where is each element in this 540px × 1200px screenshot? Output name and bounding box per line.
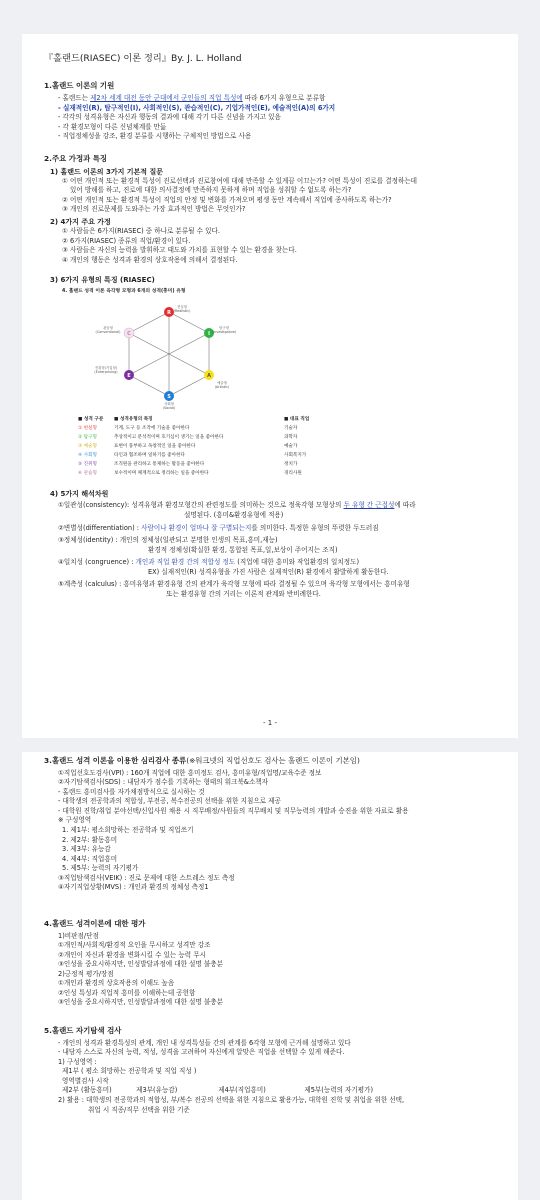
node-e-letter: E (127, 373, 131, 380)
label-r-en: (Realistic) (173, 309, 191, 314)
text: 제2부 (활동흥미) (62, 1086, 112, 1095)
s1-line-5: - 직업정체성을 강조, 환경 분류를 시행하는 구체적인 방법으로 사용 (58, 132, 252, 141)
s2-q1b: 있어 방해를 하고, 진로에 대한 의사결정에 만족하지 못하게 하며 직업을 성취할 수 없도록 하는가? (70, 186, 352, 195)
node-s-letter: S (167, 394, 171, 401)
s3-l8: 2. 제2부: 활동흥미 (62, 835, 118, 844)
label-e-en: (Enterprising) (94, 370, 118, 375)
s3-l13: ④자기직업상황(MVS) : 개인과 환경의 정체성 측정1 (58, 883, 209, 892)
label-c-en: (Conventional) (95, 330, 121, 335)
legend-header-type: ■ 성격 구분 (78, 417, 104, 423)
label-e-name: 진취형(기업형) (94, 366, 118, 371)
d1a (58, 501, 496, 511)
s1-line-2: - 실재적인(R), 탐구적인(I), 사회적인(S), 관습적인(C), 기업가적인(E), 예술적인(A)의 6가지 (58, 103, 336, 112)
label-i-en: (Investigative) (211, 330, 237, 335)
s3-l2: ②자기탐색검사(SDS) : 내담자가 점수를 기록하는 형태의 워크북&소책자 (58, 778, 269, 787)
s1-line-1 (58, 94, 496, 104)
s3-l3: - 홀랜드 흥미검사를 자가채점방식으로 실시하는 것 (58, 787, 205, 796)
d3b: 환경적 정체성(확실한 환경, 통합된 목표,일,보상이 주어지는 조직) (148, 545, 338, 554)
hexagon-svg (74, 300, 274, 410)
label-a-en: (Artistic) (214, 385, 230, 390)
legend-job: 과학자 (284, 435, 298, 441)
legend-row (78, 470, 496, 479)
s5-l1: - 개인의 성격과 환경특성의 관계, 개인 내 성격특성들 간의 관계를 6각형 모형에 근거해 설명하고 있다 (58, 1038, 351, 1047)
legend-job: 경리사원 (284, 471, 302, 477)
s4-l4: ③인성을 중요시하지만, 인성발달과정에 대한 설명 불충분 (58, 960, 223, 969)
node-i-letter: I (208, 331, 210, 338)
document-page-2 (22, 752, 518, 1200)
s4-l3: ②개인이 자신과 환경을 변화시킬 수 있는 능력 무시 (58, 950, 206, 959)
text: (직업에 대한 흥미와 작업환경의 일치정도) (235, 558, 360, 567)
d4a (58, 558, 496, 568)
section-3-heading (44, 756, 496, 767)
text: 에 따라 (394, 501, 416, 510)
riasec-legend-table (78, 416, 496, 479)
s2-q3: ③ 개인의 진로문제를 도와주는 가장 효과적인 방법은 무엇인가? (62, 205, 246, 214)
s3-l7: 1. 제1부: 평소희망하는 전공학과 및 직업쓰기 (62, 826, 194, 835)
s4-l1: 1)비판점/단점 (58, 931, 99, 940)
legend-desc: 기계, 도구 등 조작에 기술을 좋아한다 (114, 426, 190, 432)
text: (※워크넷의 직업선호도 검사는 홀랜드 이론이 기본임) (186, 756, 360, 765)
text: ②변별성(differentiation) : (58, 523, 142, 532)
s3-l11: 5. 제5부: 능력의 자기평가 (62, 864, 139, 873)
s5-l8: 취업 시 직종/직무 선택을 위한 기준 (88, 1105, 190, 1114)
s3-l5: - 대학원 진학/취업 분야선택/신입사원 채용 시 직무배정/사원들의 직무배치 및 직무능력의 개발과 승진을 위한 자료로 활용 (58, 806, 409, 815)
legend-type: ③ 예술형 (78, 444, 97, 450)
section-5-heading: 5.홀랜드 자기탐색 검사 (44, 1025, 122, 1035)
d1b: 설명된다. (흥미&환경유형에 적용) (184, 510, 284, 519)
node-a-letter: A (207, 373, 211, 380)
legend-row (78, 461, 496, 470)
s2-q2: ② 어떤 개인적 또는 환경적 특성이 직업의 안정 및 변화를 가져오며 평생 동안 계속해서 직업에 종사하도록 하는가? (62, 195, 392, 204)
legend-row (78, 452, 496, 461)
legend-row (78, 434, 496, 443)
s5-l3: 1) 구성영역 : (58, 1057, 97, 1066)
s2-sub-2: 2) 4가지 주요 가정 (50, 217, 111, 226)
legend-desc: 추상적이고 분석적이며 호기심이 생기는 일을 좋아한다 (114, 435, 224, 441)
s2-sub-1: 1) 홀랜드 이론의 3가지 기본적 질문 (50, 167, 164, 176)
legend-desc: 표현이 풍부하고 독창적인 일을 좋아한다 (114, 444, 196, 450)
s2-a2: ② 6가지(RIASEC) 종류의 직업/환경이 있다. (62, 236, 191, 245)
s4-l6: ①개인과 환경의 상호작용의 이해도 높음 (58, 979, 175, 988)
node-r-letter: R (167, 310, 171, 317)
s5-l7: 2) 활용 : 대학생의 전공학과의 적합성, 부/복수 전공의 선택을 위한 지침으로 활용가능, 대학원 진학 및 취업을 위한 선택, (58, 1095, 405, 1104)
section-4-heading: 4.홀랜드 성격이론에 대한 평가 (44, 918, 146, 928)
legend-type: ① 현실형 (78, 426, 97, 432)
d2 (58, 524, 496, 534)
label-s-en: (Social) (162, 406, 176, 411)
legend-header (78, 416, 496, 425)
legend-type: ② 탐구형 (78, 435, 97, 441)
section-1-heading: 1.홀랜드 이론의 기원 (44, 81, 115, 91)
label-r-name: 현실형 (177, 305, 187, 310)
node-c-letter: C (127, 331, 131, 338)
highlight-text: 제2차 세계 대전 동안 군대에서 군인들의 직업 특성에 (90, 94, 243, 103)
legend-type: ⑥ 관습형 (78, 471, 97, 477)
s3-l12: ③직업탐색검사(VEIK) : 진로 문제에 대한 스트레스 정도 측정 (58, 873, 235, 882)
legend-row (78, 443, 496, 452)
s5-l4: 제1부 ( 평소 희망하는 전공학과 및 직업 직성 ) (62, 1067, 197, 1076)
section-2-heading: 2.주요 가정과 특징 (44, 153, 108, 163)
text: 제4부(직업흥미) (218, 1086, 266, 1095)
d4b: EX) 실재적인(R) 성격유형을 가진 사람은 실재적인(R) 환경에서 활발하게 활동한다. (148, 567, 389, 576)
s5-l2: - 내담자 스스로 자신의 능력, 적성, 성격을 고려하여 자신에게 알맞은 직업을 선택할 수 있게 해준다. (58, 1048, 345, 1057)
legend-job: 정치가 (284, 462, 298, 468)
s4-l8: ③인성을 중요시하지만, 인성발달과정에 대한 설명 불충분 (58, 998, 223, 1007)
page-number: - 1 - (263, 719, 277, 727)
highlight-text: 두 유형 간 근접성 (343, 501, 395, 510)
s3-l9: 3. 제3부: 유능감 (62, 845, 111, 854)
legend-job: 예술가 (284, 444, 298, 450)
text: 제5부(능력의 자기평가) (304, 1086, 374, 1095)
s2-sub-3: 3) 6가지 유형의 특징 (RIASEC) (50, 276, 155, 285)
s2-a1: ① 사람들은 6가지(RIASEC) 중 하나로 분류될 수 있다. (62, 227, 220, 236)
text: ①일관성(consistency): 성격유형과 환경모형간의 관련정도를 의미하는 것으로 정육각형 모형상의 (58, 501, 344, 510)
label-i-name: 탐구형 (219, 326, 229, 331)
figure-caption: 4. 홀랜드 성격 이론 육각형 모형과 6개의 성격(흥미) 유형 (62, 289, 186, 295)
text: 3.홀랜드 성격 이론을 이용한 심리검사 종류 (44, 756, 187, 765)
legend-header-job: ■ 대표 직업 (284, 417, 310, 423)
s1-line-4: - 각 환경모형이 다른 신념체계를 만듦 (58, 122, 167, 131)
document-page-1 (22, 34, 518, 738)
highlight-text: 사람이나 환경이 얼마나 잘 구별되는지 (141, 523, 252, 532)
text: - 홀랜드는 (58, 94, 91, 103)
d5a: ⑤계측성 (calculus) : 흥미유형과 환경유형 간의 관계가 육각형 모형에 따라 결정될 수 있으며 육각형 모형에서는 흥미유형 (58, 580, 410, 589)
label-s-name: 사회형 (164, 402, 174, 407)
s2-q1a: ① 어떤 개인적 또는 환경적 특성이 진로선택과 진로참여에 대해 만족할 수 있게끔 이끄는가? 어떤 특성이 진로를 결정하는데 (62, 176, 418, 185)
s5-l6 (62, 1086, 496, 1096)
legend-type: ⑤ 진취형 (78, 462, 97, 468)
s5-l5: 영역별검사 시작 (62, 1076, 109, 1085)
s4-l2: ①개인적/사회적/환경적 요인을 무시하고 성격만 강조 (58, 941, 211, 950)
s1-line-3: - 각각의 성격유형은 자신과 행동의 결과에 대해 각기 다른 신념을 가지고 있음 (58, 113, 281, 122)
label-a-name: 예술형 (217, 381, 227, 386)
s3-l1: ①직업선호도검사(VPI) : 160개 직업에 대한 흥미정도 검사, 흥미유형/직업명/교육수준 정보 (58, 768, 322, 777)
s4-l5: 2)긍정적 평가/장점 (58, 969, 114, 978)
s3-l6: ※ 구성영역 (58, 816, 92, 825)
s2-a3: ③ 사람들은 자신의 능력을 발휘하고 태도와 가치를 표현할 수 있는 환경을 찾는다. (62, 246, 297, 255)
text: 제3부(유능감) (136, 1086, 178, 1095)
s3-l4: - 대학생의 전공학과의 적합성, 부전공, 복수전공의 선택을 위한 지침으로 제공 (58, 797, 281, 806)
legend-type: ④ 사회형 (78, 453, 97, 459)
legend-desc: 보수적이며 체계적으로 정리하는 일을 좋아한다 (114, 471, 209, 477)
legend-desc: 조직원을 관리하고 통제하는 활동을 좋아한다 (114, 462, 205, 468)
d5b: 또는 환경유형 간의 거리는 이론적 관계와 반비례한다. (166, 589, 321, 598)
legend-header-desc: ■ 성격유형의 특징 (114, 417, 153, 423)
legend-job: 사회복지가 (284, 453, 307, 459)
d3a: ③정체성(identity) : 개인의 정체성(일관되고 분명한 인생의 목표,흥미,재능) (58, 536, 278, 545)
s3-l10: 4. 제4부: 직업흥미 (62, 854, 118, 863)
legend-row (78, 425, 496, 434)
label-c-name: 관습형 (103, 326, 113, 331)
s2-a4: ④ 개인의 행동은 성격과 환경의 상호작용에 의해서 결정된다. (62, 255, 238, 264)
legend-job: 기술자 (284, 426, 298, 432)
text: ④일치성 (congruence) : (58, 558, 136, 567)
riasec-hexagon-diagram (74, 300, 274, 410)
highlight-text: 개인과 직업 환경 간의 적합성 정도 (135, 558, 236, 567)
document-title: 『홀랜드(RIASEC) 이론 정리』By. J. L. Holland (44, 53, 242, 64)
text: 따라 6가지 유형으로 분류함 (242, 94, 326, 103)
s4-l7: ②인성 특성과 직업적 흥미를 이해하는데 공헌함 (58, 988, 196, 997)
text: 를 의미한다. 특정한 유형의 뚜렷한 두드러짐 (251, 523, 379, 532)
s2-sub-4: 4) 5가지 해석차원 (50, 490, 109, 499)
legend-desc: 타인과 협조하며 일하기를 좋아한다 (114, 453, 185, 459)
